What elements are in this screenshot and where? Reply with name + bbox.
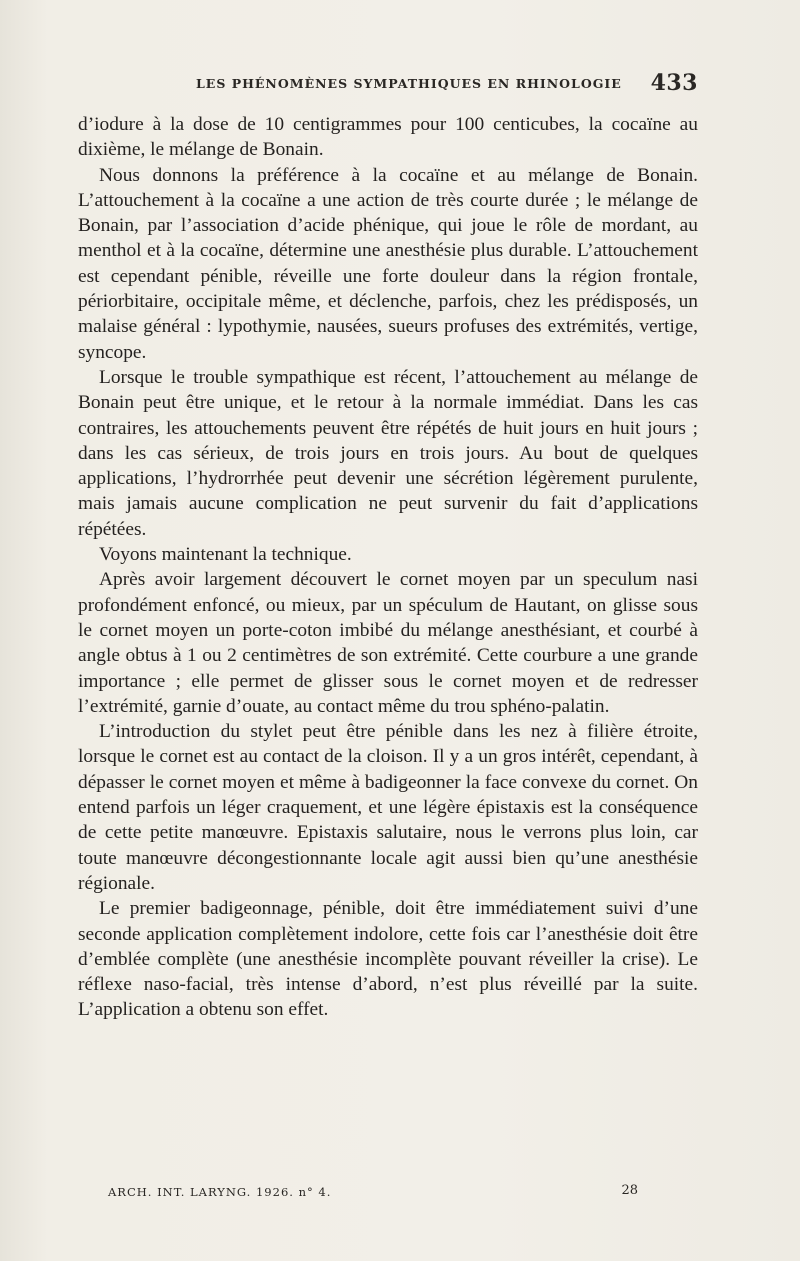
signature-mark: 28: [621, 1183, 638, 1198]
paragraph-continuation: d’iodure à la dose de 10 centigrammes pour 100 centicubes, la cocaïne au dixième, le mélange de Bonain.: [78, 114, 698, 161]
running-header: [78, 68, 698, 98]
paragraph-technique-intro: Voyons maintenant la technique.: [99, 544, 352, 566]
page-footer: [108, 1183, 638, 1203]
paragraph-stylet: L’introduction du stylet peut être pénible dans les nez à filière étroite, lorsque le cornet est au contact de la cloison. Il y a un gros intérêt, cependant, à dépasser le cornet moyen et même à badigeonner la face convexe du cornet. On entend parfois un léger craquement, et une légère épistaxis est la conséquence de cette petite manœuvre. Epistaxis salutaire, nous le verrons plus loin, car toute manœuvre décongestionnante locale agit aussi bien qu’une anesthésie régionale.: [78, 721, 698, 894]
page-number: 433: [650, 70, 698, 96]
paragraph-badigeonnage: Le premier badigeonnage, pénible, doit être immédiatement suivi d’une seconde application complètement indolore, cette fois car l’anesthésie doit être d’emblée complète (une anesthésie incomplète pouvant réveiller la crise). Le réflexe naso-facial, très intense d’abord, n’est plus réveillé par la suite. L’application a obtenu son effet.: [78, 898, 698, 1021]
paragraph-speculum: Après avoir largement découvert le cornet moyen par un speculum nasi profondément enfoncé, ou mieux, par un spéculum de Hautant, on glisse sous le cornet moyen un porte-coton imbibé du mélange anesthésiant, et courbé à angle obtus à 1 ou 2 centimètres de son extrémité. Cette courbure a une grande importance ; elle permet de glisser sous le cornet moyen et de redresser l’extrémité, garnie d’ouate, au contact même du trou sphéno-palatin.: [78, 569, 698, 717]
paragraph-preference: Nous donnons la préférence à la cocaïne et au mélange de Bonain. L’attouchement à la cocaïne a une action de très courte durée ; le mélange de Bonain, par l’association d’acide phénique, qui joue le rôle de mordant, au menthol et à la cocaïne, détermine une anesthésie plus durable. L’attouchement est cependant pénible, réveille une forte douleur dans la région frontale, périorbitaire, occipitale même, et déclenche, parfois, chez les prédisposés, un malaise général : lypothymie, nausées, sueurs profuses des extrémités, vertige, syncope.: [78, 164, 698, 363]
running-title: LES PHÉNOMÈNES SYMPATHIQUES EN RHINOLOGIE: [196, 76, 622, 91]
journal-reference: ARCH. INT. LARYNG. 1926. n° 4.: [108, 1185, 332, 1199]
paragraph-trouble-recent: Lorsque le trouble sympathique est récent, l’attouchement au mélange de Bonain peut être unique, et le retour à la normale immédiat. Dans les cas contraires, les attouchements peuvent être répétés de huit jours en huit jours ; dans les cas sérieux, de trois jours en trois jours. Au bout de quelques applications, l’hydrorrhée peut devenir une sécrétion légèrement purulente, mais jamais aucune complication ne peut survenir du fait d’applications répétées.: [78, 366, 698, 540]
body-text: [78, 112, 698, 1023]
